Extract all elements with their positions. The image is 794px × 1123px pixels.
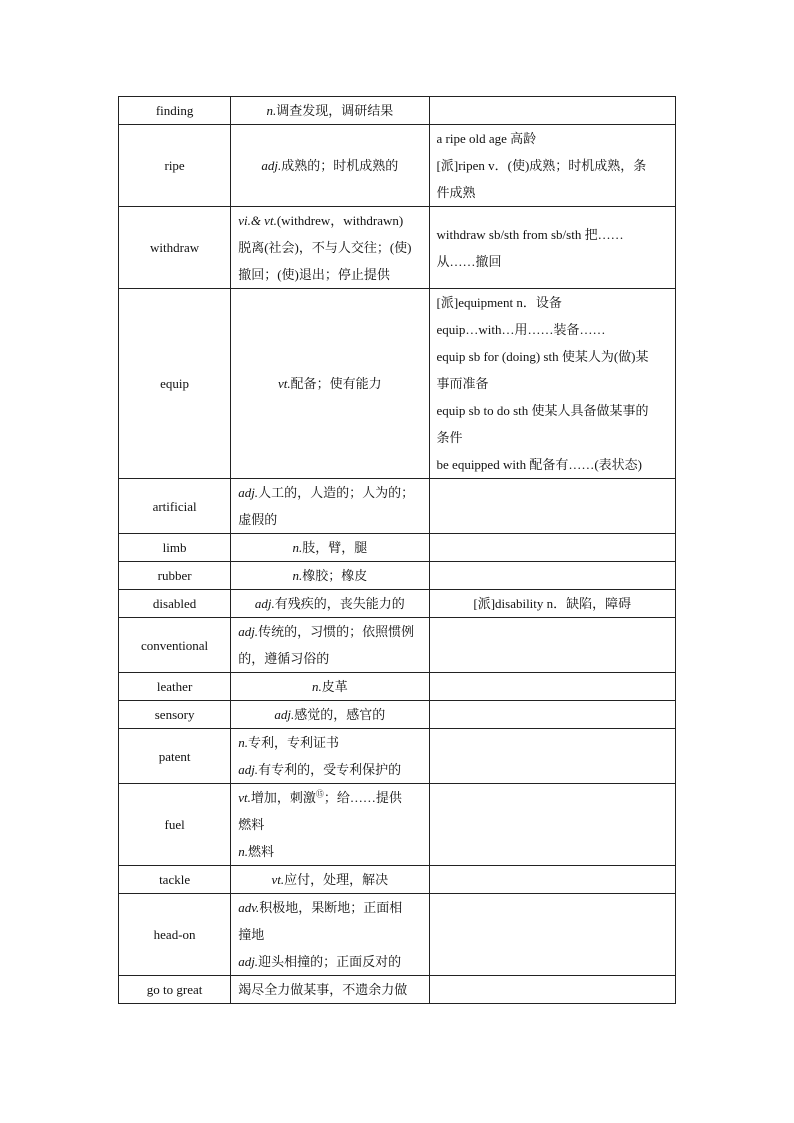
table-row: [119, 866, 676, 894]
part-of-speech: vt.: [271, 872, 285, 887]
definition-cell: [231, 97, 429, 125]
vocabulary-table: [118, 96, 676, 1004]
table-row: [119, 207, 676, 289]
definition-line: [238, 261, 421, 288]
definition-text: 有专利的，受专利保护的: [258, 762, 402, 777]
definition-text: 传统的，习惯的；依照惯例: [258, 624, 415, 639]
notes-cell: [429, 125, 675, 207]
part-of-speech: adj.: [261, 158, 282, 173]
definition-text: 竭尽全力做某事，不遗余力做: [238, 982, 408, 997]
definition-line: [238, 701, 421, 728]
definition-text: 增加，刺激: [250, 790, 316, 805]
definition-line: [238, 784, 421, 811]
definition-text: 专利，专利证书: [247, 735, 339, 750]
word-cell: go to great: [119, 976, 231, 1004]
notes-cell: [429, 976, 675, 1004]
word-cell: leather: [119, 673, 231, 701]
definition-line: [238, 673, 421, 700]
word-cell: withdraw: [119, 207, 231, 289]
definition-cell: [231, 976, 429, 1004]
note-line: a ripe old age 高龄: [436, 131, 537, 146]
table-row: [119, 618, 676, 673]
table-row: [119, 673, 676, 701]
definition-line: [238, 894, 421, 921]
word-cell: sensory: [119, 701, 231, 729]
definition-text: (withdrew，withdrawn): [276, 213, 404, 228]
vocabulary-table-body: [119, 97, 676, 1004]
definition-line: [238, 729, 421, 756]
notes-cell: [429, 479, 675, 534]
definition-line: [238, 207, 421, 234]
note-line: equip sb for (doing) sth 使某人为(做)某: [436, 349, 649, 364]
part-of-speech: n.: [238, 844, 248, 859]
part-of-speech: vt.: [278, 376, 291, 391]
word-cell: limb: [119, 534, 231, 562]
table-row: [119, 125, 676, 207]
notes-cell: [429, 866, 675, 894]
part-of-speech: vt.: [238, 790, 251, 805]
definition-cell: [231, 125, 429, 207]
word-cell: head-on: [119, 894, 231, 976]
definition-text: 积极地，果断地；正面相: [259, 900, 403, 915]
note-line: 事而准备: [436, 376, 489, 391]
footnote-marker: ⑮: [315, 789, 324, 799]
part-of-speech: n.: [292, 540, 303, 555]
notes-cell: [429, 289, 675, 479]
definition-text: 成熟的；时机成熟的: [281, 158, 399, 173]
definition-line: [238, 234, 421, 261]
definition-text: 调查发现，调研结果: [276, 103, 394, 118]
notes-cell: [429, 207, 675, 289]
part-of-speech: vi.& vt.: [238, 213, 277, 228]
word-cell: artificial: [119, 479, 231, 534]
definition-text: 皮革: [321, 679, 348, 694]
definition-line: [238, 811, 421, 838]
part-of-speech: adv.: [238, 900, 260, 915]
note-line: withdraw sb/sth from sb/sth 把……: [436, 226, 624, 242]
word-cell: finding: [119, 97, 231, 125]
table-row: [119, 784, 676, 866]
notes-cell: [429, 784, 675, 866]
table-row: [119, 479, 676, 534]
definition-text: 虚假的: [238, 512, 278, 527]
part-of-speech: adj.: [274, 707, 295, 722]
definition-cell: [231, 562, 429, 590]
definition-cell: [231, 479, 429, 534]
definition-cell: [231, 289, 429, 479]
notes-cell: [429, 534, 675, 562]
note-line: 从……撤回: [436, 253, 502, 269]
table-row: [119, 729, 676, 784]
definition-text: 人工的，人造的；人为的；: [258, 485, 415, 500]
definition-cell: [231, 618, 429, 673]
word-cell: tackle: [119, 866, 231, 894]
definition-line: [238, 756, 421, 783]
definition-line: [238, 976, 421, 1003]
part-of-speech: adj.: [254, 596, 275, 611]
word-cell: rubber: [119, 562, 231, 590]
definition-line: [238, 866, 421, 893]
definition-cell: [231, 534, 429, 562]
word-cell: conventional: [119, 618, 231, 673]
word-cell: patent: [119, 729, 231, 784]
definition-line: [238, 645, 421, 672]
note-line: equip…with…用……装备……: [436, 322, 606, 337]
note-line: 件成熟: [436, 185, 476, 200]
word-cell: ripe: [119, 125, 231, 207]
part-of-speech: adj.: [238, 485, 259, 500]
part-of-speech: n.: [238, 735, 248, 750]
definition-line: [238, 534, 421, 561]
table-row: [119, 289, 676, 479]
part-of-speech: adj.: [238, 624, 259, 639]
definition-text: 橡胶；橡皮: [302, 568, 368, 583]
word-cell: equip: [119, 289, 231, 479]
table-row: [119, 562, 676, 590]
definition-line: [238, 590, 421, 617]
table-row: [119, 97, 676, 125]
note-line: 条件: [436, 430, 463, 445]
definition-cell: [231, 866, 429, 894]
notes-cell: [429, 618, 675, 673]
notes-cell: [429, 894, 675, 976]
definition-text: 迎头相撞的；正面反对的: [258, 954, 402, 969]
definition-line: [238, 838, 421, 865]
definition-cell: [231, 673, 429, 701]
definition-cell: [231, 590, 429, 618]
notes-cell: [429, 673, 675, 701]
definition-line: [238, 97, 421, 124]
definition-text: 配备；使有能力: [290, 376, 382, 391]
definition-line: [238, 618, 421, 645]
part-of-speech: n.: [292, 568, 303, 583]
word-cell: disabled: [119, 590, 231, 618]
definition-text: 感觉的，感官的: [294, 707, 386, 722]
note-line: [派]disability n．缺陷，障碍: [473, 596, 632, 611]
definition-text: 的，遵循习俗的: [238, 651, 330, 666]
definition-line: [238, 152, 421, 179]
note-line: be equipped with 配备有……(表状态): [436, 457, 642, 472]
part-of-speech: n.: [266, 103, 277, 118]
definition-line: [238, 948, 421, 975]
definition-text: 肢，臂，腿: [302, 540, 368, 555]
notes-cell: [429, 701, 675, 729]
table-row: [119, 701, 676, 729]
table-row: [119, 894, 676, 976]
definition-text: ；给……提供: [323, 790, 402, 805]
definition-text: 有残疾的，丧失能力的: [274, 596, 405, 611]
word-cell: fuel: [119, 784, 231, 866]
definition-cell: [231, 729, 429, 784]
note-line: [派]equipment n．设备: [436, 295, 562, 310]
notes-cell: [429, 729, 675, 784]
definition-line: [238, 506, 421, 533]
table-row: [119, 534, 676, 562]
definition-text: 应付，处理，解决: [284, 872, 389, 887]
definition-cell: [231, 894, 429, 976]
table-row: [119, 976, 676, 1004]
part-of-speech: adj.: [238, 762, 259, 777]
definition-text: 燃料: [238, 817, 265, 832]
definition-line: [238, 921, 421, 948]
definition-text: 燃料: [247, 844, 274, 859]
part-of-speech: n.: [311, 679, 322, 694]
table-row: [119, 590, 676, 618]
notes-cell: [429, 562, 675, 590]
definition-line: [238, 479, 421, 506]
definition-cell: [231, 207, 429, 289]
definition-cell: [231, 701, 429, 729]
definition-line: [238, 562, 421, 589]
definition-cell: [231, 784, 429, 866]
note-line: equip sb to do sth 使某人具备做某事的: [436, 403, 649, 418]
note-line: [派]ripen v．(使)成熟；时机成熟，条: [436, 158, 647, 173]
definition-text: 脱离(社会)，不与人交往；(使): [238, 240, 412, 255]
notes-cell: [429, 590, 675, 618]
definition-line: [238, 370, 421, 397]
notes-cell: [429, 97, 675, 125]
definition-text: 撞地: [238, 927, 265, 942]
definition-text: 撤回；(使)退出；停止提供: [238, 267, 390, 282]
part-of-speech: adj.: [238, 954, 259, 969]
